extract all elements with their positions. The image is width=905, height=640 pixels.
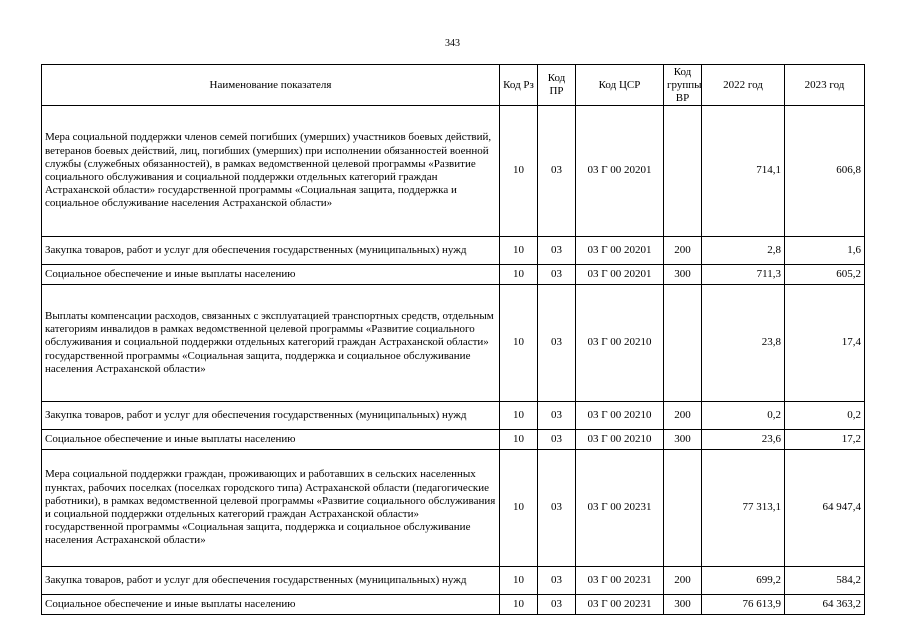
row-name: Выплаты компенсации расходов, связанных с эксплуатацией транспортных средств, отдельным категориям инвалидов в рамках ведомственной целевой программы «Развитие социального обслуживания и социальной поддержки отдельных категорий граждан Астраханской области» государственной программы «Социальная защита, поддержка и социальное обслуживание населения Астраханской области»: [42, 285, 500, 402]
row-name: Социальное обеспечение и иные выплаты населению: [42, 265, 500, 285]
row-2022: 23,6: [702, 430, 785, 450]
row-pr: 03: [538, 450, 576, 567]
table-row: [42, 430, 865, 450]
row-name: Мера социальной поддержки членов семей погибших (умерших) участников боевых действий, ветеранов боевых действий, лиц, погибших (умерших) при исполнении обязанностей военной службы (служебных обязанностей), в рамках ведомственной целевой программы «Развитие социального обслуживания и социальной поддержки отдельных категорий граждан Астраханской области» государственной программы «Социальная защита, поддержка и социальное обслуживание населения Астраханской области»: [42, 106, 500, 237]
row-pr: 03: [538, 265, 576, 285]
row-2022: 699,2: [702, 567, 785, 595]
row-csr: 03 Г 00 20231: [576, 567, 664, 595]
row-vr: 200: [664, 567, 702, 595]
row-vr: 200: [664, 237, 702, 265]
row-rz: 10: [500, 106, 538, 237]
row-csr: 03 Г 00 20201: [576, 106, 664, 237]
row-name: Закупка товаров, работ и услуг для обеспечения государственных (муниципальных) нужд: [42, 567, 500, 595]
row-pr: 03: [538, 595, 576, 615]
page-number: 343: [445, 38, 460, 49]
table-row: [42, 450, 865, 567]
header-2023: 2023 год: [785, 65, 865, 106]
row-csr: 03 Г 00 20210: [576, 285, 664, 402]
table-row: [42, 285, 865, 402]
row-pr: 03: [538, 285, 576, 402]
header-pr: Код ПР: [538, 65, 576, 106]
row-2023: 1,6: [785, 237, 865, 265]
row-vr: 300: [664, 595, 702, 615]
row-rz: 10: [500, 285, 538, 402]
row-csr: 03 Г 00 20231: [576, 595, 664, 615]
budget-table: [41, 64, 865, 615]
row-name: Социальное обеспечение и иные выплаты населению: [42, 595, 500, 615]
table-row: [42, 595, 865, 615]
row-name: Мера социальной поддержки граждан, проживающих и работавших в сельских населенных пунктах, рабочих поселках (поселках городского типа) Астраханской области (педагогические работники), в рамках ведомственной целевой программы «Развитие социального обслуживания и социальной поддержки отдельных категорий граждан Астраханской области» государственной программы «Социальная защита, поддержка и социальное обслуживание населения Астраханской области»: [42, 450, 500, 567]
row-vr: 200: [664, 402, 702, 430]
row-vr: 300: [664, 430, 702, 450]
row-csr: 03 Г 00 20201: [576, 265, 664, 285]
table-row: [42, 567, 865, 595]
row-rz: 10: [500, 595, 538, 615]
row-name: Социальное обеспечение и иные выплаты населению: [42, 430, 500, 450]
row-2023: 0,2: [785, 402, 865, 430]
row-2023: 605,2: [785, 265, 865, 285]
table-row: [42, 265, 865, 285]
header-rz: Код Рз: [500, 65, 538, 106]
row-rz: 10: [500, 567, 538, 595]
row-pr: 03: [538, 237, 576, 265]
row-2022: 77 313,1: [702, 450, 785, 567]
row-2023: 17,2: [785, 430, 865, 450]
row-vr: [664, 106, 702, 237]
row-pr: 03: [538, 567, 576, 595]
header-name: Наименование показателя: [42, 65, 500, 106]
row-rz: 10: [500, 402, 538, 430]
row-rz: 10: [500, 237, 538, 265]
row-csr: 03 Г 00 20210: [576, 430, 664, 450]
row-2023: 584,2: [785, 567, 865, 595]
table-row: [42, 106, 865, 237]
row-name: Закупка товаров, работ и услуг для обеспечения государственных (муниципальных) нужд: [42, 237, 500, 265]
row-2022: 0,2: [702, 402, 785, 430]
header-2022: 2022 год: [702, 65, 785, 106]
table-header-row: [42, 65, 865, 106]
header-csr: Код ЦСР: [576, 65, 664, 106]
row-rz: 10: [500, 430, 538, 450]
row-pr: 03: [538, 106, 576, 237]
table-row: [42, 402, 865, 430]
row-2023: 64 363,2: [785, 595, 865, 615]
row-vr: 300: [664, 265, 702, 285]
row-2022: 2,8: [702, 237, 785, 265]
row-2022: 711,3: [702, 265, 785, 285]
row-csr: 03 Г 00 20201: [576, 237, 664, 265]
row-pr: 03: [538, 430, 576, 450]
row-rz: 10: [500, 265, 538, 285]
row-2023: 17,4: [785, 285, 865, 402]
row-rz: 10: [500, 450, 538, 567]
row-2023: 64 947,4: [785, 450, 865, 567]
row-2023: 606,8: [785, 106, 865, 237]
row-csr: 03 Г 00 20210: [576, 402, 664, 430]
row-csr: 03 Г 00 20231: [576, 450, 664, 567]
row-name: Закупка товаров, работ и услуг для обеспечения государственных (муниципальных) нужд: [42, 402, 500, 430]
row-vr: [664, 285, 702, 402]
table-row: [42, 237, 865, 265]
row-2022: 714,1: [702, 106, 785, 237]
row-2022: 76 613,9: [702, 595, 785, 615]
row-vr: [664, 450, 702, 567]
row-pr: 03: [538, 402, 576, 430]
header-vr: Код группы ВР: [664, 65, 702, 106]
row-2022: 23,8: [702, 285, 785, 402]
